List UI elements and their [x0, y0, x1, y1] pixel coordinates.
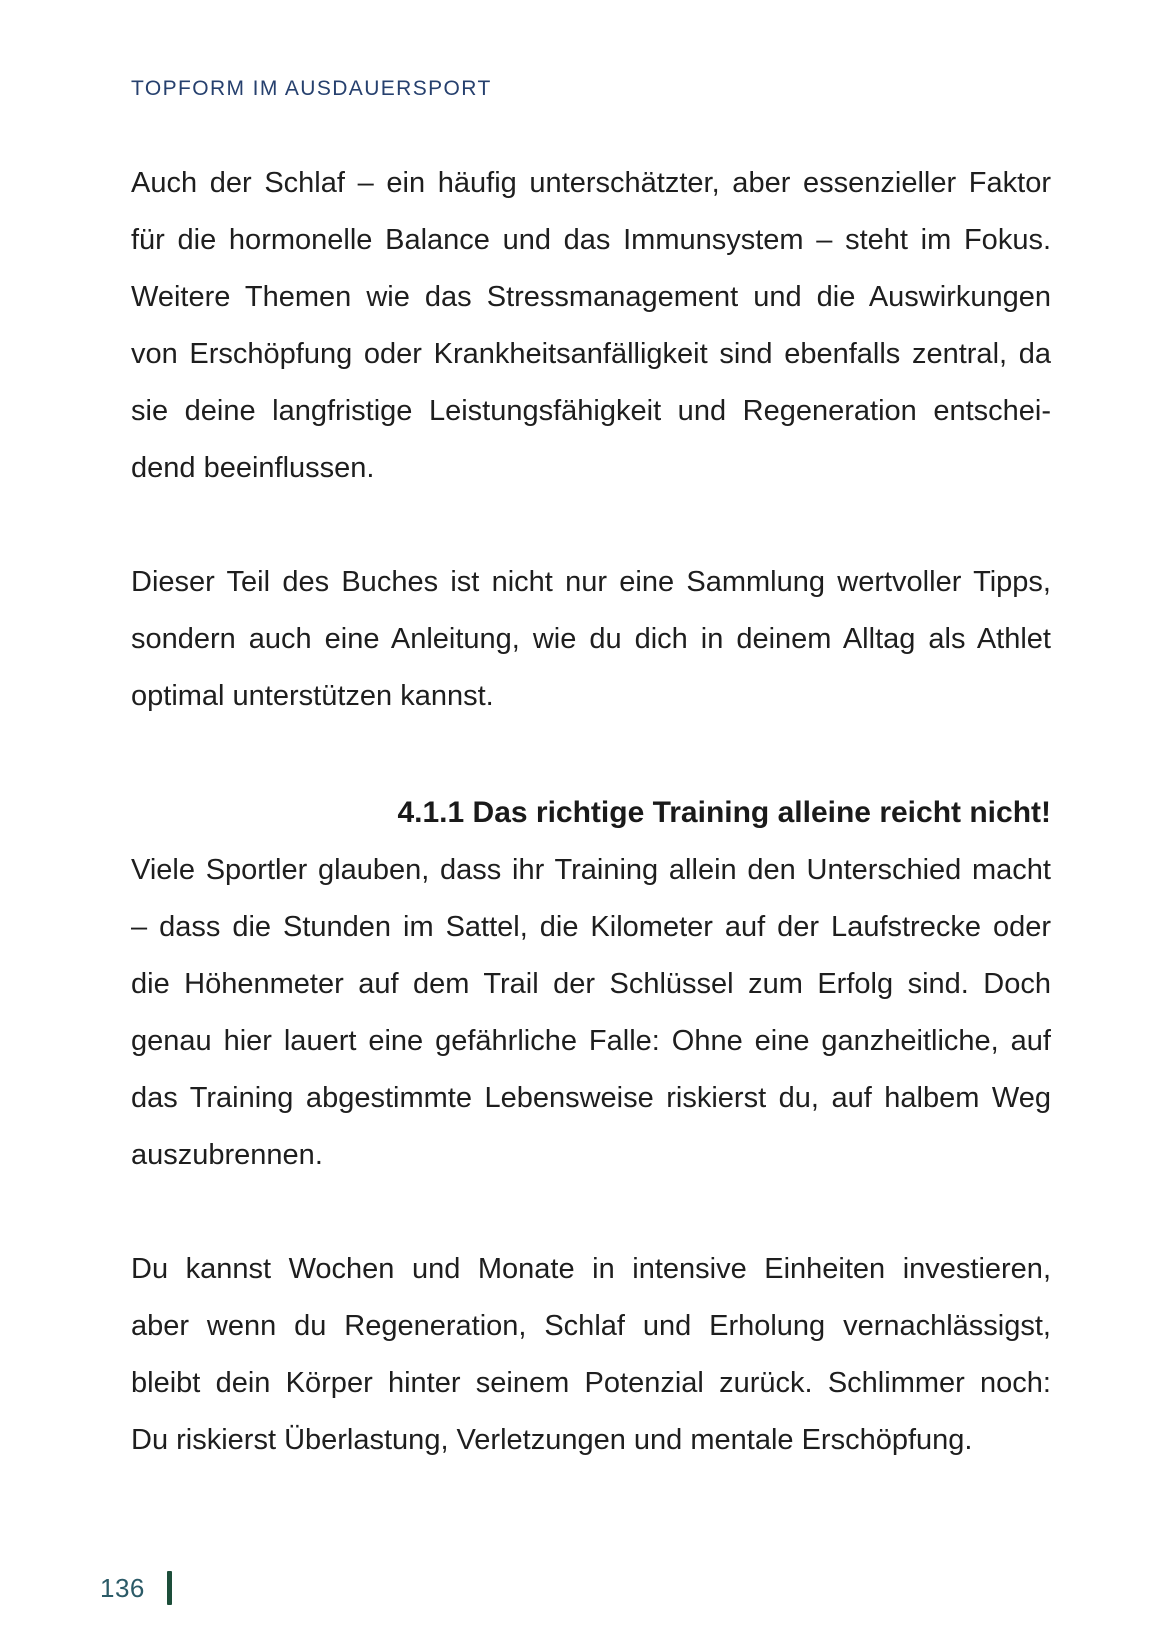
paragraph-spacer	[131, 1184, 1051, 1241]
text-line: optimal unterstützen kannst.	[131, 680, 494, 712]
paragraph	[131, 155, 1051, 497]
text-line: Weitere Themen wie das Stressmanagement und die Auswirkungen	[131, 281, 1051, 313]
text-line: – dass die Stunden im Sattel, die Kilometer auf der Laufstrecke oder	[131, 911, 1051, 943]
paragraph-spacer	[131, 725, 1051, 782]
text-line: bleibt dein Körper hinter seinem Potenzial zurück. Schlimmer noch:	[131, 1367, 1051, 1399]
page-number: 136	[100, 1572, 145, 1603]
running-header: TOPFORM IM AUSDAUERSPORT	[131, 77, 492, 100]
text-line: Viele Sportler glauben, dass ihr Training allein den Unterschied macht	[131, 854, 1051, 886]
text-line: sie deine langfristige Leistungsfähigkeit und Regeneration entschei-	[131, 395, 1051, 427]
text-line: aber wenn du Regeneration, Schlaf und Erholung vernachlässigst,	[131, 1310, 1051, 1342]
paragraph-spacer	[131, 497, 1051, 554]
page-body	[131, 155, 1051, 1469]
text-line: die Höhenmeter auf dem Trail der Schlüssel zum Erfolg sind. Doch	[131, 968, 1051, 1000]
paragraph	[131, 554, 1051, 725]
text-line: das Training abgestimmte Lebensweise riskierst du, auf halbem Weg	[131, 1082, 1051, 1114]
text-line: für die hormonelle Balance und das Immunsystem – steht im Fokus.	[131, 224, 1051, 256]
text-line: von Erschöpfung oder Krankheitsanfälligkeit sind ebenfalls zentral, da	[131, 338, 1051, 370]
section-heading: 4.1.1 Das richtige Training alleine reicht nicht!	[397, 796, 1051, 829]
folio-bar	[167, 1571, 172, 1605]
paragraph	[131, 842, 1051, 1184]
page-footer	[100, 1568, 172, 1608]
text-line: dend beeinflussen.	[131, 452, 375, 484]
paragraph	[131, 1241, 1051, 1469]
text-line: Auch der Schlaf – ein häufig unterschätzter, aber essenzieller Faktor	[131, 167, 1051, 199]
text-line: auszubrennen.	[131, 1139, 323, 1171]
text-line: Dieser Teil des Buches ist nicht nur eine Sammlung wertvoller Tipps,	[131, 566, 1051, 598]
text-line: Du riskierst Überlastung, Verletzungen und mentale Erschöpfung.	[131, 1424, 973, 1456]
text-line: genau hier lauert eine gefährliche Falle: Ohne eine ganzheitliche, auf	[131, 1025, 1051, 1057]
text-line: sondern auch eine Anleitung, wie du dich in deinem Alltag als Athlet	[131, 623, 1051, 655]
text-line: Du kannst Wochen und Monate in intensive Einheiten investieren,	[131, 1253, 1051, 1285]
